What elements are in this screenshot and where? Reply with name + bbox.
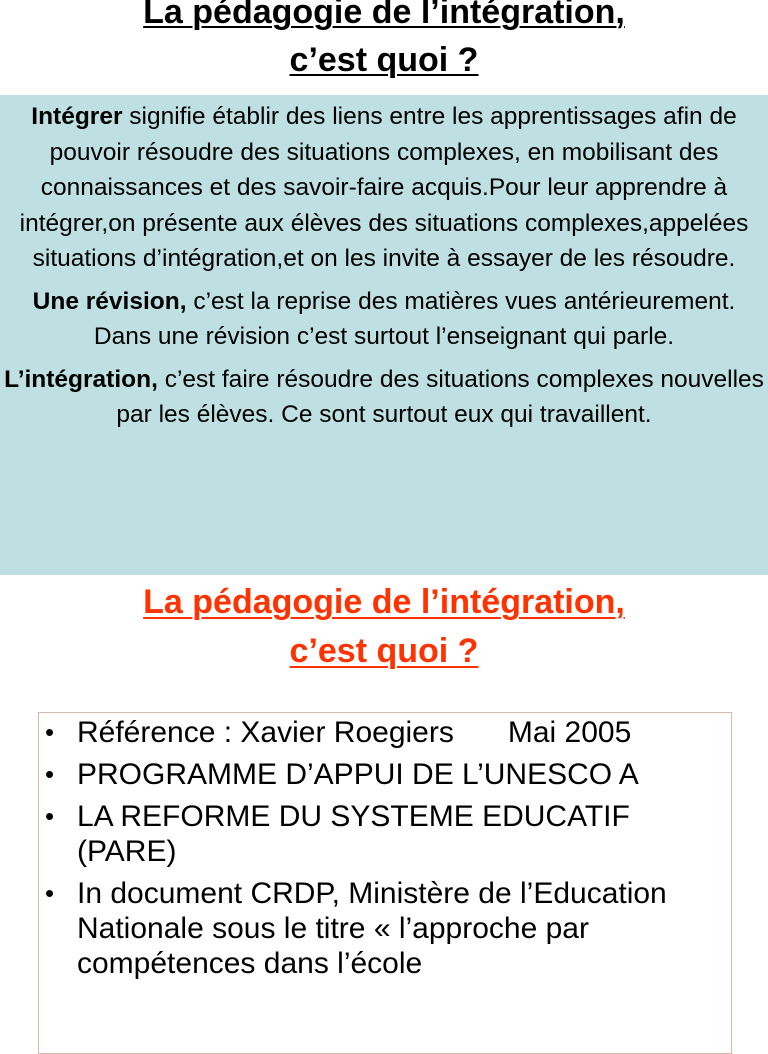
list-item [39, 876, 731, 981]
definition-integration [0, 362, 768, 433]
reference-author: Référence : Xavier Roegiers [77, 716, 454, 749]
reference-date: Mai 2005 [507, 716, 632, 749]
bullet-icon: • [45, 801, 55, 831]
definition-term: L’intégration, [4, 365, 158, 393]
list-item [39, 799, 731, 869]
definition-text: c’est la reprise des matières vues antérieurement. Dans une révision c’est surtout l’enseignant qui parle. [93, 287, 736, 350]
definition-text: c’est faire résoudre des situations complexes nouvelles par les élèves. Ce sont surtout eux qui travaillent. [116, 365, 764, 428]
reference-document: In document CRDP, Ministère de l’Education Nationale sous le titre « l’approche par compétences dans l’école [77, 877, 667, 980]
section-title [0, 578, 768, 676]
definition-term: Une révision, [32, 287, 187, 315]
section-title-line2: c’est quoi ? [289, 632, 479, 670]
definition-revision [0, 284, 768, 355]
bullet-icon: • [45, 759, 55, 789]
references-box [38, 712, 732, 1054]
reference-program: PROGRAMME D’APPUI DE L’UNESCO A [77, 758, 639, 791]
definition-text: signifie établir des liens entre les apprentissages afin de pouvoir résoudre des situations complexes, en mobilisant des connaissances et des savoir-faire acquis.Pour leur apprendre à intégrer,on présente aux élèves des situations complexes,appelées situations d’intégration,et on les invite à essayer de les résoudre. [19, 103, 749, 272]
list-item [39, 757, 731, 792]
definitions-panel [0, 95, 768, 575]
reference-reform: LA REFORME DU SYSTEME EDUCATIF (PARE) [77, 800, 630, 868]
definition-integrer [0, 99, 768, 277]
page-title [0, 0, 768, 84]
page-title-line1: La pédagogie de l’intégration, [143, 0, 625, 31]
list-item [39, 715, 731, 750]
references-list [39, 715, 731, 981]
page-title-line2: c’est quoi ? [289, 41, 479, 79]
section-title-line1: La pédagogie de l’intégration, [143, 583, 625, 621]
definition-term: Intégrer [31, 103, 123, 130]
bullet-icon: • [45, 878, 55, 908]
bullet-icon: • [45, 717, 55, 747]
